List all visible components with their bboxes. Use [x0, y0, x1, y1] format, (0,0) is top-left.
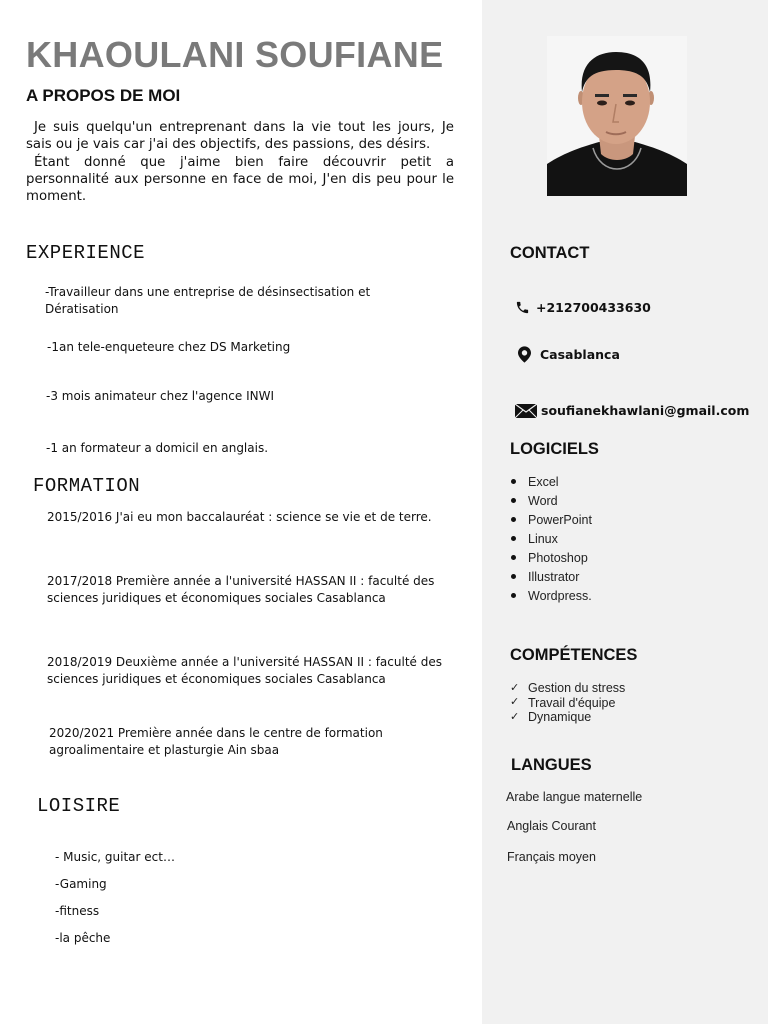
list-item [510, 681, 625, 696]
list-item [511, 529, 592, 548]
loisire-heading: LOISIRE [37, 795, 121, 817]
bullet-icon [511, 593, 516, 598]
list-item [510, 696, 625, 711]
contact-heading: CONTACT [510, 244, 590, 262]
bullet-icon [511, 517, 516, 522]
list-item [510, 710, 625, 725]
formation-item: 2015/2016 J'ai eu mon baccalauréat : science se vie et de terre. [47, 510, 432, 524]
list-item [511, 586, 592, 605]
competences-heading: COMPÉTENCES [510, 646, 638, 664]
checkmark-icon: ✓ [510, 696, 520, 709]
list-item [511, 472, 592, 491]
checkmark-icon: ✓ [510, 681, 520, 694]
software-item: Illustrator [528, 569, 580, 584]
about-paragraph [26, 119, 454, 205]
profile-photo [547, 36, 687, 196]
skill-item: Dynamique [528, 710, 592, 725]
skill-item: Gestion du stress [528, 681, 626, 696]
language-item: Arabe langue maternelle [506, 790, 643, 804]
software-item: Linux [528, 531, 558, 546]
formation-heading: FORMATION [33, 475, 141, 497]
bullet-icon [511, 498, 516, 503]
list-item [511, 510, 592, 529]
hobby-item: -la pêche [55, 931, 111, 945]
bullet-icon [511, 555, 516, 560]
about-text-2: Étant donné que j'aime bien faire découvrir petit a personnalité aux personne en face de moi, J'en dis peu pour le moment. [26, 154, 454, 205]
contact-location [518, 346, 620, 363]
software-item: PowerPoint [528, 512, 592, 527]
software-item: Wordpress. [528, 588, 592, 603]
skill-item: Travail d'équipe [528, 695, 616, 710]
language-item: Français moyen [507, 850, 596, 864]
software-list [511, 472, 592, 605]
software-item: Photoshop [528, 550, 588, 565]
list-item [511, 491, 592, 510]
experience-item: -1 an formateur a domicil en anglais. [46, 441, 269, 455]
list-item [511, 548, 592, 567]
bullet-icon [511, 479, 516, 484]
checkmark-icon: ✓ [510, 710, 520, 723]
location-pin-icon [518, 346, 531, 363]
formation-item: 2017/2018 Première année a l'université HASSAN II : faculté des sciences juridiques et économiques sociales Casablanca [47, 574, 435, 605]
phone-number[interactable]: +212700433630 [536, 300, 651, 315]
experience-item: -1an tele-enqueteure chez DS Marketing [47, 340, 291, 354]
contact-email [515, 403, 749, 418]
email-address[interactable]: soufianekhawlani@gmail.com [541, 403, 750, 418]
software-item: Word [528, 493, 558, 508]
contact-phone [515, 299, 651, 316]
hobby-item: - Music, guitar ect… [55, 850, 175, 864]
hobby-item: -Gaming [55, 877, 107, 891]
software-item: Excel [528, 474, 559, 489]
hobby-item: -fitness [55, 904, 100, 918]
phone-icon [515, 299, 530, 316]
language-item: Anglais Courant [507, 819, 596, 833]
list-item [511, 567, 592, 586]
experience-item: -3 mois animateur chez l'agence INWI [46, 389, 274, 403]
experience-heading: EXPERIENCE [26, 242, 146, 264]
city-name: Casablanca [540, 347, 620, 362]
formation-item: 2018/2019 Deuxième année a l'université HASSAN II : faculté des sciences juridiques et économiques sociales Casablanca [47, 655, 442, 686]
bullet-icon [511, 536, 516, 541]
envelope-icon [515, 404, 537, 418]
about-heading: A PROPOS DE MOI [26, 86, 181, 105]
formation-item: 2020/2021 Première année dans le centre de formation agroalimentaire et plasturgie Ain sbaa [49, 726, 383, 757]
langues-heading: LANGUES [511, 756, 592, 774]
experience-item: -Travailleur dans une entreprise de désinsectisation et Dératisation [45, 285, 371, 316]
portrait-illustration [547, 36, 687, 196]
bullet-icon [511, 574, 516, 579]
candidate-name: KHAOULANI SOUFIANE [26, 34, 444, 75]
logiciels-heading: LOGICIELS [510, 440, 599, 458]
about-text-1: Je suis quelqu'un entreprenant dans la vie tout les jours, Je sais ou je vais car j'ai des objectifs, des passions, des désirs. [26, 120, 454, 153]
skills-list [510, 681, 625, 725]
